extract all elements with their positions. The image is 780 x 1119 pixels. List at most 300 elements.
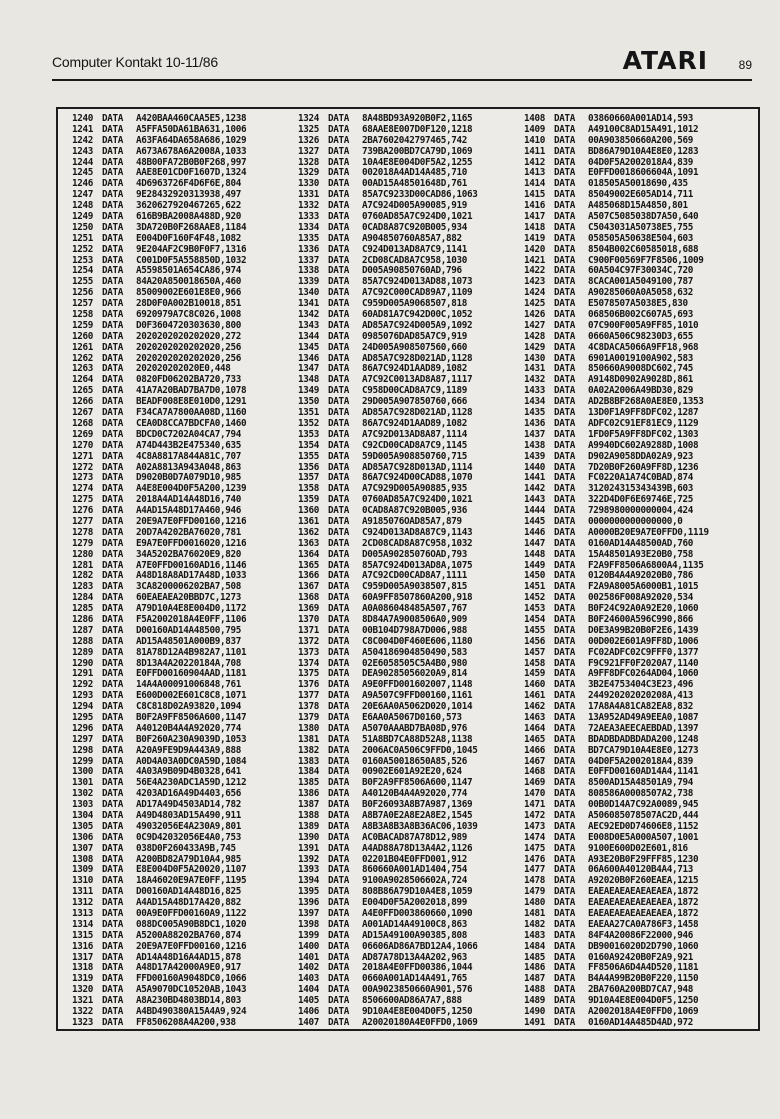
- listing-line: [524, 136, 756, 147]
- hex-data-values: 0160A50018650A85,526: [362, 756, 467, 767]
- line-number: 1476: [524, 854, 545, 865]
- listing-line: [524, 778, 756, 789]
- hex-data-values: A5FFA50DA61BA631,1006: [136, 124, 247, 135]
- listing-line: [524, 898, 756, 909]
- data-keyword: DATA: [328, 778, 349, 789]
- line-number: 1367: [298, 582, 319, 593]
- hex-data-values: AD85A7C928D021AD,1128: [362, 353, 473, 364]
- line-number: 1364: [298, 549, 319, 560]
- data-keyword: DATA: [102, 440, 123, 451]
- line-number: 1448: [524, 549, 545, 560]
- hex-data-values: B4A4A99B20B0F220,1150: [588, 974, 699, 985]
- line-number: 1404: [298, 985, 319, 996]
- hex-data-values: FF8506208A4A200,938: [136, 1017, 236, 1028]
- listing-line: [298, 212, 530, 223]
- data-keyword: DATA: [328, 288, 349, 299]
- data-keyword: DATA: [554, 342, 575, 353]
- listing-line: [524, 408, 756, 419]
- line-number: 1378: [298, 702, 319, 713]
- line-number: 1320: [72, 985, 93, 996]
- data-keyword: DATA: [102, 756, 123, 767]
- listing-line: [524, 245, 756, 256]
- data-keyword: DATA: [102, 179, 123, 190]
- data-keyword: DATA: [102, 495, 123, 506]
- line-number: 1360: [298, 506, 319, 517]
- listing-line: [524, 767, 756, 778]
- listing-line: [298, 844, 530, 855]
- line-number: 1307: [72, 843, 93, 854]
- hex-data-values: A63FA64DA658A686,1029: [136, 135, 247, 146]
- line-number: 1340: [298, 288, 319, 299]
- listing-line: [72, 757, 304, 768]
- hex-data-values: 068506B002C607A5,693: [588, 310, 693, 321]
- hex-data-values: 860660A001AD1404,754: [362, 865, 467, 876]
- line-number: 1311: [72, 887, 93, 898]
- data-keyword: DATA: [102, 745, 123, 756]
- line-number: 1459: [524, 669, 545, 680]
- hex-data-values: A4BD490380A15A4A9,924: [136, 1007, 247, 1018]
- line-number: 1330: [298, 179, 319, 190]
- data-keyword: DATA: [554, 506, 575, 517]
- listing-line: [72, 767, 304, 778]
- data-keyword: DATA: [554, 255, 575, 266]
- listing-line: [298, 942, 530, 953]
- data-keyword: DATA: [102, 909, 123, 920]
- hex-data-values: 2BA7602042797465,742: [362, 135, 467, 146]
- hex-data-values: A74D443B2E475340,635: [136, 440, 241, 451]
- hex-data-values: A5A9070DC10520AB,1043: [136, 985, 247, 996]
- hex-data-values: E9A7E0FFD0016020,1216: [136, 538, 247, 549]
- hex-data-values: A5070AAABD7BA08D,976: [362, 723, 467, 734]
- listing-line: [524, 822, 756, 833]
- line-number: 1410: [524, 135, 545, 146]
- hex-data-values: BD7CA79D10A4E8E0,1273: [588, 745, 699, 756]
- data-keyword: DATA: [328, 538, 349, 549]
- listing-line: [72, 974, 304, 985]
- data-keyword: DATA: [102, 462, 123, 473]
- hex-data-values: A904850760A85A7,882: [362, 233, 462, 244]
- hex-data-values: E6AA0A5067D0160,573: [362, 712, 462, 723]
- line-number: 1339: [298, 277, 319, 288]
- line-number: 1352: [298, 418, 319, 429]
- line-number: 1387: [298, 800, 319, 811]
- line-number: 1376: [298, 680, 319, 691]
- hex-data-values: 18A46020E9A7E0FF,1195: [136, 876, 247, 887]
- hex-data-values: DEA90285056020A9,814: [362, 669, 467, 680]
- hex-data-values: C958D00CAD8A7C9,1189: [362, 386, 467, 397]
- listing-line: [72, 266, 304, 277]
- line-number: 1266: [72, 397, 93, 408]
- listing-line: [524, 332, 756, 343]
- line-number: 1380: [298, 723, 319, 734]
- hex-data-values: 0760AD85A7C924D0,1021: [362, 212, 473, 223]
- hex-data-values: 4C8A8817A844A81C,707: [136, 451, 241, 462]
- header-rule: [52, 79, 752, 81]
- hex-data-values: A4E0FFD003860660,1090: [362, 909, 473, 920]
- data-keyword: DATA: [328, 974, 349, 985]
- line-number: 1329: [298, 168, 319, 179]
- listing-line: [524, 343, 756, 354]
- data-keyword: DATA: [328, 506, 349, 517]
- listing-line: [72, 898, 304, 909]
- listing-line: [524, 147, 756, 158]
- data-keyword: DATA: [554, 712, 575, 723]
- data-keyword: DATA: [328, 789, 349, 800]
- line-number: 1348: [298, 375, 319, 386]
- hex-data-values: 06606AD86A7BD12A4,1066: [362, 941, 478, 952]
- data-keyword: DATA: [102, 560, 123, 571]
- data-keyword: DATA: [328, 429, 349, 440]
- listing-line: [524, 299, 756, 310]
- listing-line: [524, 256, 756, 267]
- listing-line: [72, 223, 304, 234]
- line-number: 1420: [524, 244, 545, 255]
- listing-line: [524, 746, 756, 757]
- data-keyword: DATA: [102, 811, 123, 821]
- hex-data-values: A49D4803AD15A490,911: [136, 811, 241, 821]
- hex-data-values: AD17A49D4503AD14,782: [136, 800, 241, 811]
- data-keyword: DATA: [328, 473, 349, 484]
- line-number: 1308: [72, 854, 93, 865]
- listing-line: [72, 637, 304, 648]
- line-number: 1419: [524, 233, 545, 244]
- data-keyword: DATA: [102, 1017, 123, 1028]
- line-number: 1430: [524, 353, 545, 364]
- line-number: 1370: [298, 614, 319, 625]
- data-keyword: DATA: [328, 353, 349, 364]
- listing-line: [298, 463, 530, 474]
- hex-data-values: 202020202020E0,448: [136, 364, 231, 375]
- hex-data-values: 0160AD14A48500AD,760: [588, 538, 693, 549]
- line-number: 1316: [72, 941, 93, 952]
- data-keyword: DATA: [328, 669, 349, 680]
- hex-data-values: 808B86A79D10A4E8,1059: [362, 887, 473, 898]
- listing-line: [298, 920, 530, 931]
- line-number: 1344: [298, 331, 319, 342]
- data-keyword: DATA: [102, 538, 123, 549]
- data-keyword: DATA: [554, 462, 575, 473]
- line-number: 1449: [524, 560, 545, 571]
- hex-data-values: 0985076DAD85A7C9,919: [362, 331, 467, 342]
- listing-line: [72, 310, 304, 321]
- listing-line: [298, 310, 530, 321]
- listing-line: [524, 419, 756, 430]
- data-keyword: DATA: [554, 495, 575, 506]
- hex-data-values: 058505A50638E504,603: [588, 233, 693, 244]
- hex-data-values: 088DC005A90B8DC1,1020: [136, 919, 247, 930]
- hex-data-values: ADFC02C91EF81EC9,1129: [588, 418, 699, 429]
- hex-data-values: 60A504C97F30034C,720: [588, 266, 693, 277]
- data-keyword: DATA: [554, 680, 575, 691]
- listing-line: [298, 963, 530, 974]
- listing-line: [524, 669, 756, 680]
- data-keyword: DATA: [102, 135, 123, 146]
- data-keyword: DATA: [102, 593, 123, 604]
- line-number: 1425: [524, 299, 545, 310]
- listing-line: [72, 659, 304, 670]
- data-keyword: DATA: [554, 408, 575, 419]
- hex-data-values: 86A7C924D1AAD89,1082: [362, 418, 467, 429]
- listing-line: [298, 136, 530, 147]
- listing-line: [524, 571, 756, 582]
- listing-line: [298, 158, 530, 169]
- data-keyword: DATA: [554, 538, 575, 549]
- listing-line: [72, 1018, 304, 1029]
- data-keyword: DATA: [102, 887, 123, 898]
- hex-data-values: 60AD81A7C942D00C,1052: [362, 310, 473, 321]
- listing-line: [524, 648, 756, 659]
- hex-data-values: 85A7C924D013AD88,1073: [362, 277, 473, 288]
- listing-line: [524, 626, 756, 637]
- data-keyword: DATA: [102, 222, 123, 233]
- data-keyword: DATA: [102, 124, 123, 135]
- listing-line: [298, 256, 530, 267]
- listing-line: [524, 680, 756, 691]
- line-number: 1327: [298, 146, 319, 157]
- data-keyword: DATA: [554, 963, 575, 974]
- data-keyword: DATA: [554, 288, 575, 299]
- line-number: 1481: [524, 909, 545, 920]
- line-number: 1283: [72, 582, 93, 593]
- listing-line: [72, 495, 304, 506]
- line-number: 1409: [524, 124, 545, 135]
- listing-line: [298, 898, 530, 909]
- listing-line: [524, 364, 756, 375]
- listing-line: [72, 452, 304, 463]
- data-keyword: DATA: [554, 800, 575, 811]
- data-keyword: DATA: [102, 974, 123, 985]
- hex-data-values: A9FF8DFC0264AD04,1060: [588, 669, 699, 680]
- line-number: 1398: [298, 919, 319, 930]
- listing-line: [72, 201, 304, 212]
- listing-line: [72, 648, 304, 659]
- hex-data-values: 3DA720B0F268AAE8,1184: [136, 222, 247, 233]
- hex-data-values: 13D0F1A9FF8DFC02,1287: [588, 408, 699, 419]
- line-number: 1405: [298, 996, 319, 1007]
- line-number: 1373: [298, 647, 319, 658]
- line-number: 1462: [524, 702, 545, 713]
- line-number: 1303: [72, 800, 93, 811]
- hex-data-values: A40120B4A4A92020,774: [362, 789, 467, 800]
- hex-data-values: 8504B002C60585018,688: [588, 244, 699, 255]
- listing-line: [524, 691, 756, 702]
- listing-line: [72, 506, 304, 517]
- data-keyword: DATA: [554, 702, 575, 713]
- data-keyword: DATA: [328, 342, 349, 353]
- hex-data-values: AD85A7C924D005A9,1092: [362, 320, 473, 331]
- line-number: 1464: [524, 723, 545, 734]
- hex-data-values: C959D005A9038507,815: [362, 582, 467, 593]
- data-keyword: DATA: [328, 800, 349, 811]
- hex-data-values: 04D0F5A2002018A4,839: [588, 157, 693, 168]
- listing-line: [72, 212, 304, 223]
- hex-data-values: B0F24600A596C990,866: [588, 614, 693, 625]
- data-keyword: DATA: [554, 734, 575, 745]
- listing-line: [72, 833, 304, 844]
- listing-line: [298, 833, 530, 844]
- hex-data-values: D005A90850760AD,796: [362, 266, 462, 277]
- line-number: 1315: [72, 930, 93, 941]
- line-number: 1285: [72, 604, 93, 615]
- listing-line: [298, 724, 530, 735]
- data-keyword: DATA: [102, 549, 123, 560]
- line-number: 1314: [72, 919, 93, 930]
- data-keyword: DATA: [328, 1017, 349, 1028]
- data-keyword: DATA: [554, 233, 575, 244]
- hex-data-values: A7C92C000CAD89A7,1109: [362, 288, 473, 299]
- listing-line: [72, 582, 304, 593]
- line-number: 1431: [524, 364, 545, 375]
- data-keyword: DATA: [328, 418, 349, 429]
- listing-line: [72, 1007, 304, 1018]
- data-keyword: DATA: [102, 364, 123, 375]
- listing-line: [72, 931, 304, 942]
- hex-data-values: A48D18A8AD17A48D,1033: [136, 571, 247, 582]
- data-keyword: DATA: [102, 331, 123, 342]
- listing-line: [298, 386, 530, 397]
- line-number: 1282: [72, 571, 93, 582]
- hex-data-values: 13A952AD49A9EEA0,1087: [588, 712, 699, 723]
- listing-line: [298, 245, 530, 256]
- line-number: 1268: [72, 418, 93, 429]
- line-number: 1335: [298, 233, 319, 244]
- data-keyword: DATA: [328, 647, 349, 658]
- line-number: 1350: [298, 397, 319, 408]
- hex-data-values: 4C8DACA5066A9FF18,968: [588, 342, 699, 353]
- hex-data-values: B0F2A9FF8506A600,1147: [362, 778, 473, 789]
- listing-line: [72, 343, 304, 354]
- hex-data-values: A2002018A4E0FFD0,1069: [588, 1007, 699, 1018]
- line-number: 1355: [298, 451, 319, 462]
- listing-line: [298, 767, 530, 778]
- data-keyword: DATA: [328, 168, 349, 179]
- line-number: 1438: [524, 440, 545, 451]
- listing-line: [524, 931, 756, 942]
- data-keyword: DATA: [328, 114, 349, 124]
- hex-data-values: F9C921FF0F2020A7,1140: [588, 658, 699, 669]
- data-keyword: DATA: [554, 320, 575, 331]
- line-number: 1475: [524, 843, 545, 854]
- listing-line: [298, 571, 530, 582]
- hex-data-values: 4A03A9B09D4B0328,641: [136, 767, 241, 778]
- listing-line: [524, 985, 756, 996]
- hex-data-values: 04D0F5A2002018A4,839: [588, 756, 693, 767]
- listing-line: [524, 844, 756, 855]
- hex-data-values: AD14A48D16A4AD15,878: [136, 952, 241, 963]
- line-number: 1273: [72, 473, 93, 484]
- line-number: 1393: [298, 865, 319, 876]
- data-keyword: DATA: [554, 386, 575, 397]
- line-number: 1436: [524, 418, 545, 429]
- hex-data-values: 0CAD8A87C920B005,936: [362, 506, 467, 517]
- line-number: 1386: [298, 789, 319, 800]
- line-number: 1353: [298, 429, 319, 440]
- hex-data-values: 739BA200BD7CA79D,1069: [362, 146, 473, 157]
- data-keyword: DATA: [554, 451, 575, 462]
- hex-data-values: D9020B0D7A079D10,985: [136, 473, 241, 484]
- listing-line: [72, 561, 304, 572]
- listing-line: [298, 288, 530, 299]
- hex-data-values: 2006AC0A506C9FFD0,1045: [362, 745, 478, 756]
- listing-line: [298, 811, 530, 822]
- data-keyword: DATA: [102, 702, 123, 713]
- line-number: 1421: [524, 255, 545, 266]
- line-number: 1342: [298, 310, 319, 321]
- listing-line: [298, 1018, 530, 1029]
- data-keyword: DATA: [102, 734, 123, 745]
- hex-data-values: A5598501A654CA86,974: [136, 266, 241, 277]
- listing-line: [298, 528, 530, 539]
- line-number: 1310: [72, 876, 93, 887]
- line-number: 1359: [298, 495, 319, 506]
- hex-data-values: A504186904850490,583: [362, 647, 467, 658]
- hex-data-values: 9100E600D02E601,816: [588, 843, 688, 854]
- line-number: 1265: [72, 386, 93, 397]
- line-number: 1408: [524, 114, 545, 124]
- listing-line: [72, 168, 304, 179]
- data-keyword: DATA: [102, 876, 123, 887]
- line-number: 1272: [72, 462, 93, 473]
- hex-data-values: FF8506A6D4A4D520,1181: [588, 963, 699, 974]
- listing-line: [298, 354, 530, 365]
- hex-data-values: 9D10A4E8E004D0F5,1250: [362, 1007, 473, 1018]
- listing-line: [524, 495, 756, 506]
- listing-line: [72, 985, 304, 996]
- data-keyword: DATA: [102, 778, 123, 789]
- data-keyword: DATA: [554, 244, 575, 255]
- data-keyword: DATA: [102, 506, 123, 517]
- hex-data-values: 84A20A850018650A,460: [136, 277, 241, 288]
- data-keyword: DATA: [328, 636, 349, 647]
- line-number: 1433: [524, 386, 545, 397]
- data-keyword: DATA: [554, 898, 575, 909]
- listing-line: [72, 397, 304, 408]
- listing-line: [72, 114, 304, 125]
- line-number: 1312: [72, 898, 93, 909]
- listing-line: [72, 789, 304, 800]
- line-number: 1323: [72, 1017, 93, 1028]
- line-number: 1267: [72, 408, 93, 419]
- hex-data-values: 8CACA001A5049100,787: [588, 277, 693, 288]
- line-number: 1452: [524, 593, 545, 604]
- hex-data-values: 0160A92420B0F2A9,921: [588, 952, 693, 963]
- line-number: 1445: [524, 516, 545, 527]
- data-keyword: DATA: [328, 560, 349, 571]
- data-keyword: DATA: [102, 190, 123, 201]
- hex-data-values: 00D002E601A9FF8D,1006: [588, 636, 699, 647]
- listing-line: [524, 168, 756, 179]
- data-keyword: DATA: [102, 985, 123, 996]
- line-number: 1414: [524, 179, 545, 190]
- listing-line: [72, 713, 304, 724]
- line-number: 1299: [72, 756, 93, 767]
- line-number: 1250: [72, 222, 93, 233]
- hex-data-values: FC02ADFC02C9FFF0,1377: [588, 647, 699, 658]
- line-number: 1288: [72, 636, 93, 647]
- listing-line: [72, 855, 304, 866]
- listing-line: [72, 800, 304, 811]
- hex-data-values: AAE8E01CD0F1607D,1324: [136, 168, 247, 179]
- line-number: 1284: [72, 593, 93, 604]
- hex-data-values: 81A78D12A4B982A7,1101: [136, 647, 247, 658]
- data-keyword: DATA: [102, 310, 123, 321]
- data-keyword: DATA: [102, 712, 123, 723]
- hex-data-values: A4AD15A48D17A420,882: [136, 898, 241, 909]
- listing-line: [298, 876, 530, 887]
- hex-data-values: F2A9A8005A6000B1,1015: [588, 582, 699, 593]
- hex-data-values: 59D005A908850760,715: [362, 451, 467, 462]
- line-number: 1389: [298, 821, 319, 832]
